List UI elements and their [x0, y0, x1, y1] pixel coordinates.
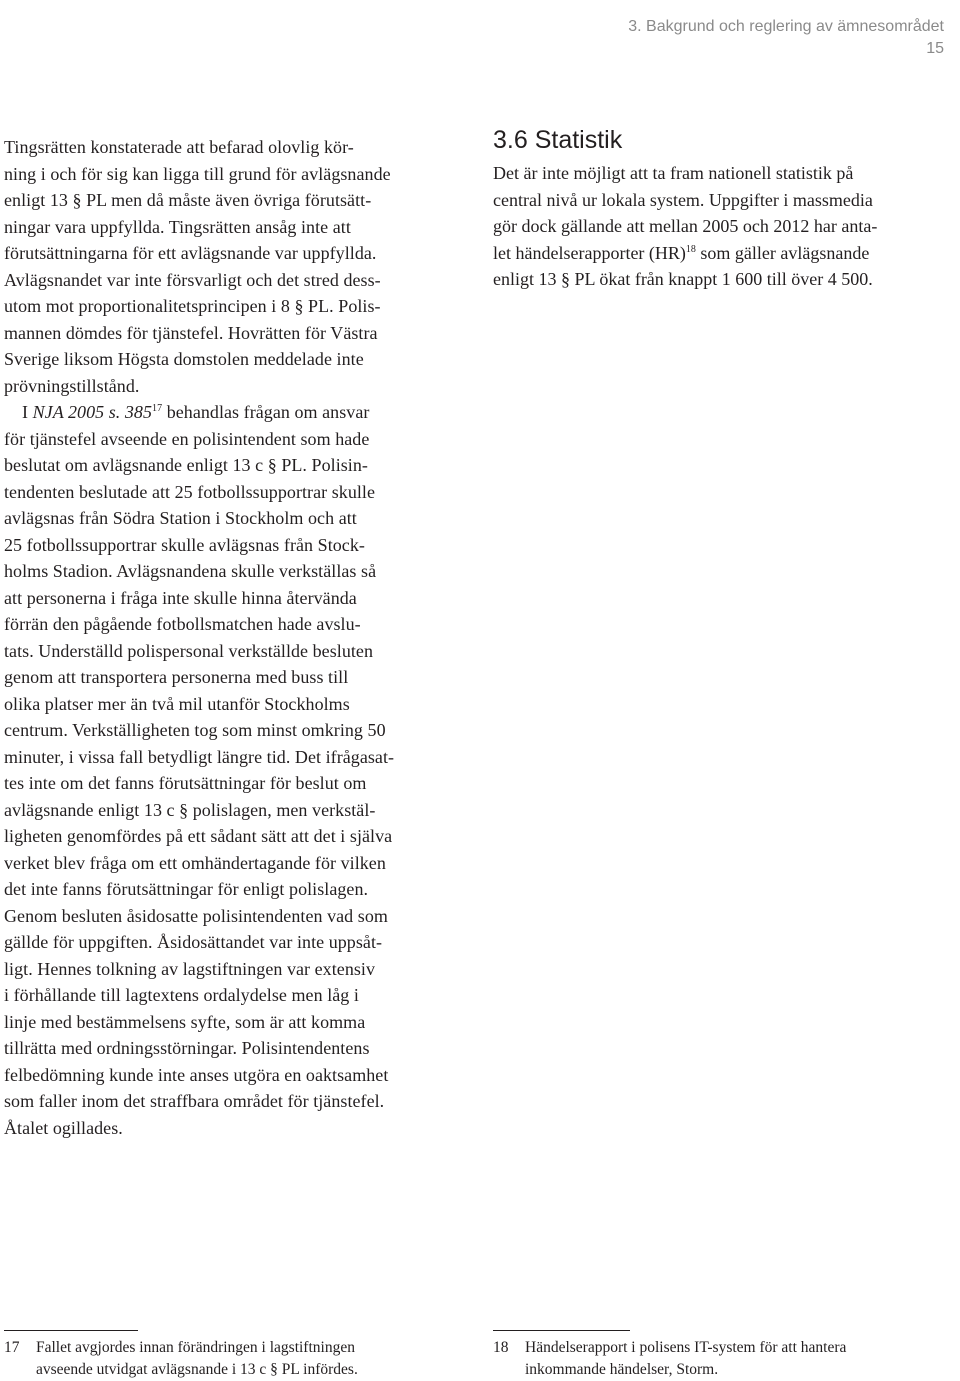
footnote-text: Fallet avgjordes innan förändringen i lagstiftningen avseende utvidgat avlägsnande i 13 c § PL infördes.: [36, 1339, 358, 1378]
section-heading: 3.6 Statistik: [493, 126, 623, 154]
right-column: [493, 124, 953, 293]
footnote-17: [4, 1337, 464, 1380]
paragraph-prefix: I: [22, 402, 33, 422]
body-paragraph-nja: [4, 399, 470, 1141]
case-reference: NJA 2005 s. 385: [32, 402, 153, 422]
paragraph-text: behandlas frågan om ansvar för tjänstefel avseende en polisintendent som hade beslutat om avlägsnande enligt 13 c § PL. Polisin- tendenten beslutade att 25 fotbollssupportrar skulle avlägsnas från Södra Station i Stockholm och att 25 fotbollssupportrar skulle avlägsnas från Stock- holms Stadion. Avlägsnandena skulle verkställas så att personerna i fråga inte skulle hinna återvända förrän den pågående fotbollsmatchen hade avslu- tats. Underställd polispersonal verkställde besluten genom att transportera personerna med buss till olika platser mer än två mil utanför Stockholms centrum. Verkställigheten tog som minst omkring 50 minuter, i vissa fall betydligt längre tid. Det ifrågasat- tes inte om det fanns förutsättningar för beslut om avlägsnande enligt 13 c § polislagen, men verkstäl- ligheten genomfördes på ett sådant sätt att det i själva verket blev fråga om ett omhändertagande för vilken det inte fanns förutsättningar för enligt polislagen. Genom besluten åsidosatte polisintendenten vad som gällde för uppgiften. Åsidosättandet var inte uppsåt- ligt. Hennes tolkning av lagstiftningen var extensiv i förhållande till lagtextens ordalydelse men låg i linje med bestämmelsens syfte, som är att komma tillrätta med ordningsstörningar. Polisintendentens felbedömning kunde inte anses utgöra en oaktsamhet som faller inom det straffbara området för tjänstefel. Åtalet ogillades.: [4, 402, 395, 1138]
left-column: [4, 134, 470, 1141]
running-header: [628, 16, 944, 60]
paragraph-text-continued: som gäller avlägsnande enligt 13 § PL ökat från knappt 1 600 till över 4 500.: [493, 242, 873, 289]
paragraph-text: Det är inte möjligt att ta fram nationell statistik på central nivå ur lokala system. Uppgifter i massmedia gör dock gällande att mellan 2005 och 2012 har anta- let händelserapporter (HR): [493, 163, 878, 263]
chapter-title: 3. Bakgrund och reglering av ämnesområdet: [628, 18, 944, 35]
footnote-divider-right: [493, 1330, 630, 1331]
footnote-reference-18: 18: [685, 243, 696, 255]
footnote-reference-17: 17: [152, 403, 163, 414]
body-paragraph: Tingsrätten konstaterade att befarad olovlig kör- ning i och för sig kan ligga till grund för avlägsnande enligt 13 § PL men då måste även övriga förutsätt- ningar vara uppfyllda. Tingsrätten ansåg inte att förutsättningarna för ett avlägsnande var uppfyllda. Avlägsnandet var inte försvarligt och det stred dess- utom mot proportionalitetsprincipen i 8 § PL. Polis- mannen dömdes för tjänstefel. Hovrätten för Västra Sverige liksom Högsta domstolen meddelade inte prövningstillstånd.: [4, 137, 391, 396]
footnote-number: 18: [493, 1339, 509, 1356]
footnote-text: Händelserapport i polisens IT-system för att hantera inkommande händelser, Storm.: [525, 1339, 847, 1378]
page-number: 15: [926, 40, 944, 57]
footnote-number: 17: [4, 1339, 20, 1356]
footnote-18: [493, 1337, 953, 1380]
statistics-paragraph: [493, 160, 953, 293]
footnote-divider-left: [4, 1330, 138, 1331]
